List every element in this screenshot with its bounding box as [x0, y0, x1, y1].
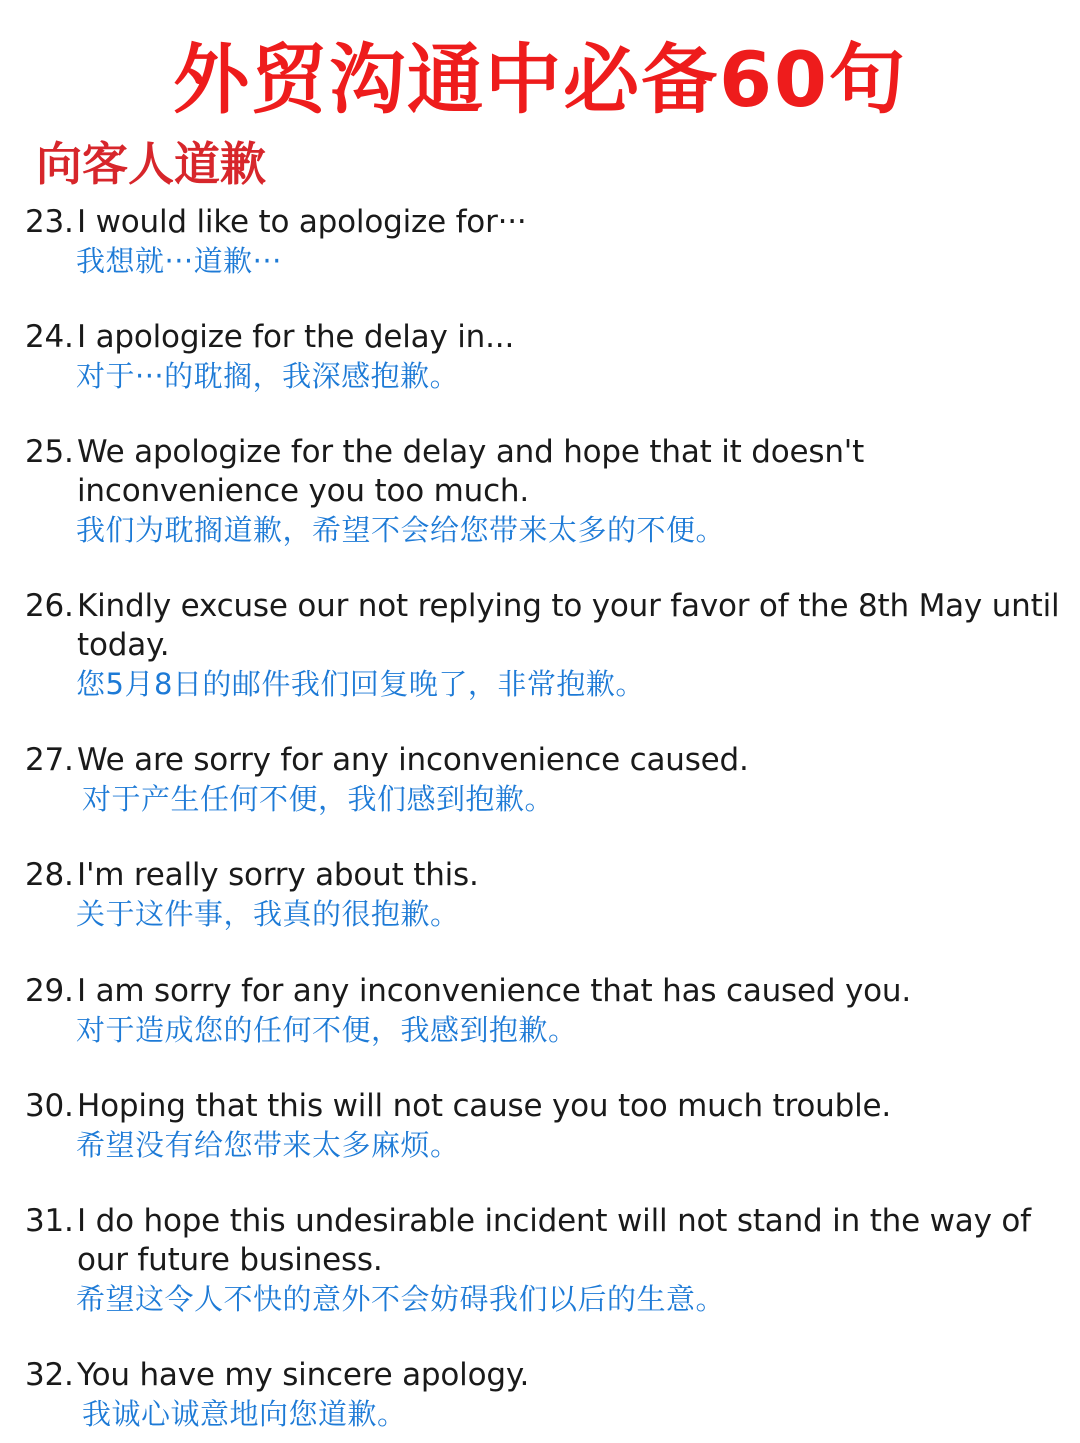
page-title: 外贸沟通中必备60句 — [173, 35, 907, 124]
phrase-number: 25. — [25, 434, 74, 470]
phrase-item — [25, 1356, 1070, 1433]
phrase-chinese: 希望这令人不快的意外不会妨碍我们以后的生意。 — [76, 1282, 726, 1316]
phrase-item — [25, 203, 1070, 318]
phrase-item — [25, 433, 1070, 587]
phrase-number: 27. — [25, 742, 74, 778]
phrase-number: 23. — [25, 204, 74, 240]
phrase-number: 26. — [25, 588, 74, 624]
phrase-number: 32. — [25, 1357, 74, 1393]
phrase-list — [25, 203, 1070, 1433]
phrase-item — [25, 856, 1070, 972]
phrase-chinese: 对于造成您的任何不便，我感到抱歉。 — [76, 1013, 578, 1047]
phrase-chinese: 对于···的耽搁，我深感抱歉。 — [76, 359, 460, 393]
phrase-number: 29. — [25, 973, 74, 1009]
phrase-english: Kindly excuse our not replying to your favor of the 8th May until today. — [77, 588, 1060, 663]
phrase-item — [25, 972, 1070, 1087]
phrase-english: You have my sincere apology. — [77, 1357, 530, 1393]
phrase-english: I apologize for the delay in... — [77, 319, 515, 355]
phrase-chinese: 我诚心诚意地向您道歉。 — [82, 1397, 407, 1431]
phrase-item — [25, 1202, 1070, 1356]
phrase-item — [25, 587, 1070, 741]
phrase-item — [25, 741, 1070, 856]
phrase-english: I would like to apologize for··· — [77, 204, 527, 240]
phrase-chinese: 我想就···道歉··· — [76, 244, 282, 278]
phrase-chinese: 对于产生任何不便，我们感到抱歉。 — [82, 782, 555, 816]
phrase-chinese: 您5月8日的邮件我们回复晚了，非常抱歉。 — [76, 667, 645, 701]
phrase-number: 30. — [25, 1088, 74, 1124]
phrase-chinese: 希望没有给您带来太多麻烦。 — [76, 1128, 460, 1162]
phrase-english: I do hope this undesirable incident will not stand in the way of our future business. — [77, 1203, 1031, 1278]
phrase-chinese: 我们为耽搁道歉，希望不会给您带来太多的不便。 — [76, 513, 726, 547]
section-heading: 向客人道歉 — [36, 137, 266, 191]
phrase-english: We are sorry for any inconvenience caused. — [77, 742, 749, 778]
phrase-number: 28. — [25, 857, 74, 893]
phrase-number: 24. — [25, 319, 74, 355]
phrase-english: I am sorry for any inconvenience that has caused you. — [77, 973, 912, 1009]
phrase-number: 31. — [25, 1203, 74, 1239]
phrase-english: Hoping that this will not cause you too much trouble. — [77, 1088, 892, 1124]
phrase-item — [25, 318, 1070, 433]
phrase-chinese: 关于这件事，我真的很抱歉。 — [76, 897, 460, 931]
phrase-item — [25, 1087, 1070, 1202]
phrase-english: I'm really sorry about this. — [77, 857, 479, 893]
phrase-english: We apologize for the delay and hope that it doesn't inconvenience you too much. — [77, 434, 865, 509]
